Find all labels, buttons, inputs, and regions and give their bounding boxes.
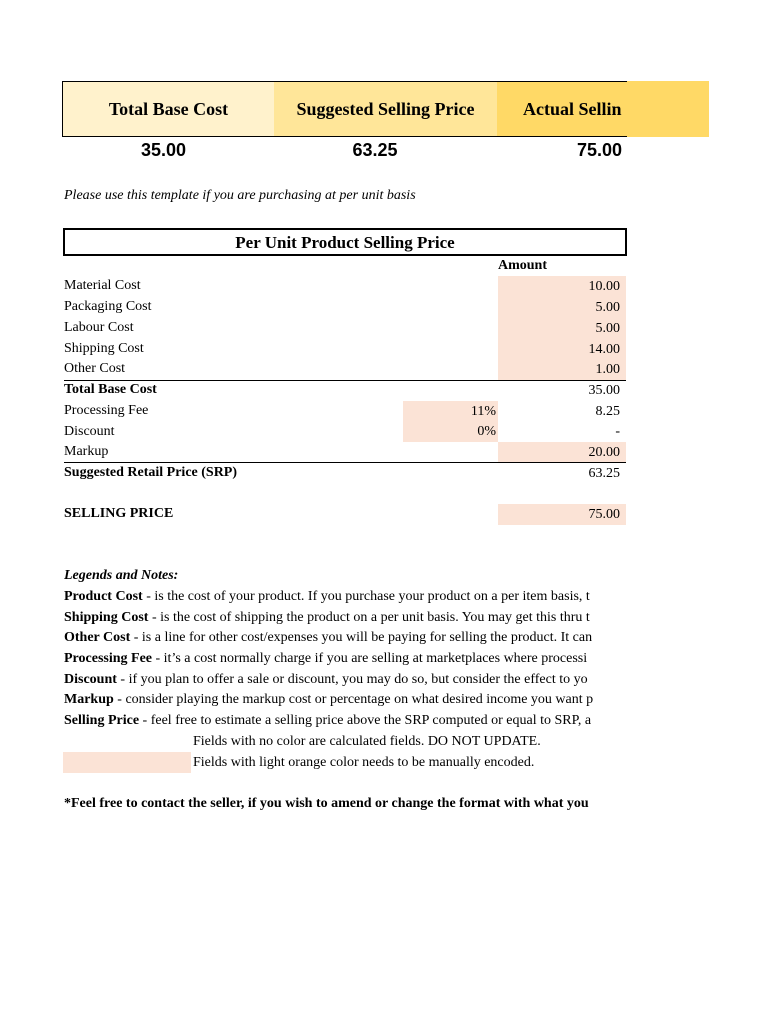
table-title-text: Per Unit Product Selling Price bbox=[235, 233, 455, 252]
note-discount bbox=[64, 672, 626, 688]
footer-contact-note: *Feel free to contact the seller, if you wish to amend or change the format with what you bbox=[64, 796, 589, 811]
input-packaging-cost[interactable]: 5.00 bbox=[498, 297, 626, 318]
notes-heading: Legends and Notes: bbox=[64, 568, 179, 583]
note-text: - is a line for other cost/expenses you will be paying for selling the product. It can bbox=[130, 630, 593, 645]
row-label-packaging-cost: Packaging Cost bbox=[64, 299, 152, 314]
note-text: - if you plan to offer a sale or discount, you may do so, but consider the effect to yo bbox=[116, 672, 588, 687]
instruction-text: Please use this template if you are purchasing at per unit basis bbox=[64, 188, 416, 203]
input-shipping-cost[interactable]: 14.00 bbox=[498, 339, 626, 360]
note-term: Shipping Cost bbox=[64, 610, 149, 625]
note-term: Product Cost bbox=[64, 589, 143, 604]
selling-price-label: SELLING PRICE bbox=[64, 506, 174, 521]
input-processing-fee-percent[interactable]: 11% bbox=[403, 401, 498, 422]
note-term: Selling Price bbox=[64, 713, 140, 728]
note-text: - consider playing the markup cost or percentage on what desired income you want p bbox=[113, 692, 594, 707]
note-other-cost bbox=[64, 630, 626, 646]
note-text: - it’s a cost normally charge if you are selling at marketplaces where processi bbox=[152, 651, 588, 666]
row-label-processing-fee: Processing Fee bbox=[64, 403, 149, 418]
value-srp: 63.25 bbox=[588, 466, 620, 481]
summary-value-actual-selling-price: 75.00 bbox=[576, 140, 622, 160]
input-labour-cost[interactable]: 5.00 bbox=[498, 318, 626, 339]
summary-value-total-base-cost: 35.00 bbox=[140, 140, 187, 160]
summary-header-actual-selling-price bbox=[497, 81, 627, 137]
note-selling-price bbox=[64, 713, 626, 729]
note-processing-fee bbox=[64, 651, 626, 667]
input-other-cost[interactable]: 1.00 bbox=[498, 359, 626, 380]
row-label-labour-cost: Labour Cost bbox=[64, 320, 134, 335]
note-shipping-cost bbox=[64, 610, 626, 626]
summary-header-suggested-selling-price bbox=[274, 81, 498, 137]
note-term: Other Cost bbox=[64, 630, 131, 645]
value-discount: - bbox=[615, 424, 620, 439]
summary-header-overflow bbox=[627, 81, 709, 137]
summary-header-label: Total Base Cost bbox=[108, 98, 229, 119]
row-label-total-base-cost: Total Base Cost bbox=[64, 382, 157, 397]
row-label-srp: Suggested Retail Price (SRP) bbox=[64, 465, 238, 480]
summary-header-label: Suggested Selling Price bbox=[296, 98, 475, 119]
input-selling-price[interactable]: 75.00 bbox=[498, 504, 626, 525]
legend-no-color-text: Fields with no color are calculated fields. DO NOT UPDATE. bbox=[193, 734, 541, 749]
value-processing-fee: 8.25 bbox=[595, 404, 620, 419]
note-text: - is the cost of shipping the product on a per unit basis. You may get this thru t bbox=[148, 610, 590, 625]
note-term: Discount bbox=[64, 672, 117, 687]
summary-header-total-base-cost bbox=[62, 81, 275, 137]
summary-value-suggested-selling-price: 63.25 bbox=[352, 140, 398, 160]
note-term: Markup bbox=[64, 692, 114, 707]
row-label-material-cost: Material Cost bbox=[64, 278, 141, 293]
input-material-cost[interactable]: 10.00 bbox=[498, 276, 626, 297]
row-label-other-cost: Other Cost bbox=[64, 361, 126, 376]
amount-column-header: Amount bbox=[498, 258, 548, 273]
legend-orange-swatch bbox=[63, 752, 191, 773]
table-title bbox=[63, 228, 627, 256]
note-text: - is the cost of your product. If you purchase your product on a per item basis, t bbox=[142, 589, 590, 604]
input-discount-percent[interactable]: 0% bbox=[403, 421, 498, 442]
summary-header-label: Actual Sellin bbox=[523, 98, 622, 119]
row-label-shipping-cost: Shipping Cost bbox=[64, 341, 144, 356]
row-label-markup: Markup bbox=[64, 444, 109, 459]
note-text: - feel free to estimate a selling price above the SRP computed or equal to SRP, a bbox=[139, 713, 592, 728]
note-term: Processing Fee bbox=[64, 651, 152, 666]
legend-orange-text: Fields with light orange color needs to be manually encoded. bbox=[193, 755, 535, 770]
value-total-base-cost: 35.00 bbox=[588, 383, 620, 398]
input-markup[interactable]: 20.00 bbox=[498, 442, 626, 463]
row-label-discount: Discount bbox=[64, 424, 115, 439]
note-markup bbox=[64, 692, 626, 708]
note-product-cost bbox=[64, 589, 626, 605]
